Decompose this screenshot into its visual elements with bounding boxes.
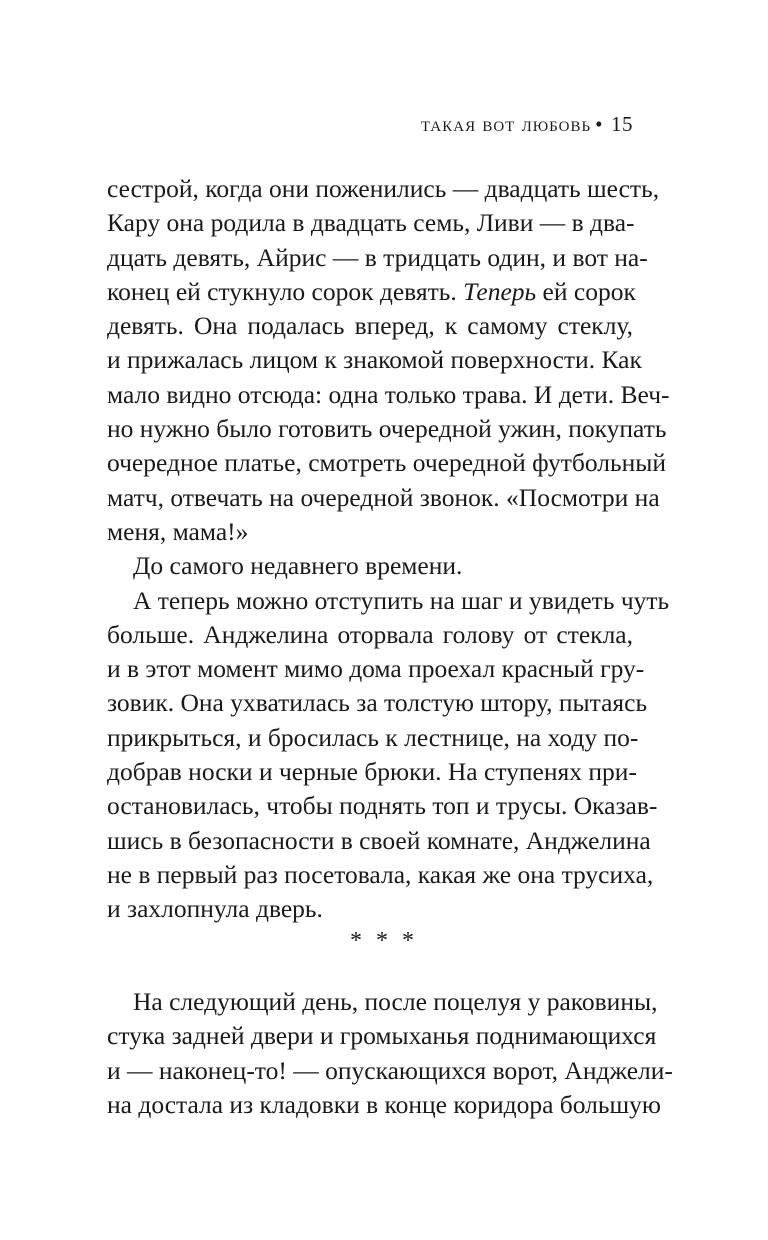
text-line: сестрой, когда они поженились — двадцать шесть, bbox=[107, 174, 660, 203]
paragraph-2 bbox=[107, 549, 633, 583]
text-fragment: конец ей стукнуло сорок девять. bbox=[107, 276, 464, 306]
running-head bbox=[421, 112, 633, 137]
paragraph-1 bbox=[107, 172, 670, 549]
book-title: такая вот любовь bbox=[420, 112, 592, 136]
header-separator: • bbox=[595, 112, 603, 136]
text-line: Кару она родила в двадцать семь, Ливи — в два- bbox=[107, 208, 635, 238]
text-line: очередное платье, смотреть очередной футбольный bbox=[107, 448, 667, 478]
text-line: больше. Анджелина оторвала голову от стекла, bbox=[107, 619, 633, 649]
scene-break-asterisks: * * * bbox=[350, 928, 418, 954]
text-line: матч, отвечать на очередной звонок. «Посмотри на bbox=[107, 482, 660, 512]
text-line: мало видно отсюда: одна только трава. И дети. Веч- bbox=[107, 379, 670, 409]
text-line: девять. Она подалась вперед, к самому стеклу, bbox=[107, 311, 633, 341]
page-number: 15 bbox=[611, 112, 633, 136]
text-line: и в этот момент мимо дома проехал красный гру- bbox=[107, 654, 645, 684]
paragraph-4 bbox=[107, 985, 673, 1122]
text-line: и прижалась лицом к знакомой поверхности. Как bbox=[107, 345, 642, 375]
text-line: и захлопнула дверь. bbox=[107, 894, 323, 924]
paragraph-3 bbox=[107, 584, 670, 927]
text-line: но нужно было готовить очередной ужин, покупать bbox=[107, 414, 667, 444]
text-line: дцать девять, Айрис — в тридцать один, и вот на- bbox=[107, 242, 648, 272]
text-line: прикрыться, и бросилась к лестнице, на ходу по- bbox=[107, 722, 639, 752]
scene-break bbox=[0, 928, 768, 955]
text-line: А теперь можно отступить на шаг и увидеть чуть bbox=[133, 585, 670, 615]
text-line: шись в безопасности в своей комнате, Анджелина bbox=[107, 825, 651, 855]
main-text-continued bbox=[107, 985, 673, 1122]
text-line: зовик. Она ухватилась за толстую штору, пытаясь bbox=[107, 688, 648, 718]
text-line: и — наконец-то! — опускающихся ворот, Анджели- bbox=[107, 1055, 673, 1085]
text-line: На следующий день, после поцелуя у раковины, bbox=[133, 987, 658, 1016]
italic-word: Теперь bbox=[463, 276, 537, 306]
text-line: меня, мама!» bbox=[107, 516, 249, 546]
text-line bbox=[107, 275, 636, 309]
text-line: стука задней двери и громыханья поднимающихся bbox=[107, 1021, 657, 1051]
main-text bbox=[107, 172, 670, 927]
text-line: на достала из кладовки в конце коридора большую bbox=[107, 1089, 661, 1119]
text-line: не в первый раз посетовала, какая же она трусиха, bbox=[107, 859, 654, 889]
text-line: добрав носки и черные брюки. На ступенях при- bbox=[107, 757, 637, 787]
text-line: остановилась, чтобы поднять топ и трусы. Оказав- bbox=[107, 791, 658, 821]
text-line: До самого недавнего времени. bbox=[133, 551, 463, 581]
text-fragment: ей сорок bbox=[536, 276, 636, 306]
